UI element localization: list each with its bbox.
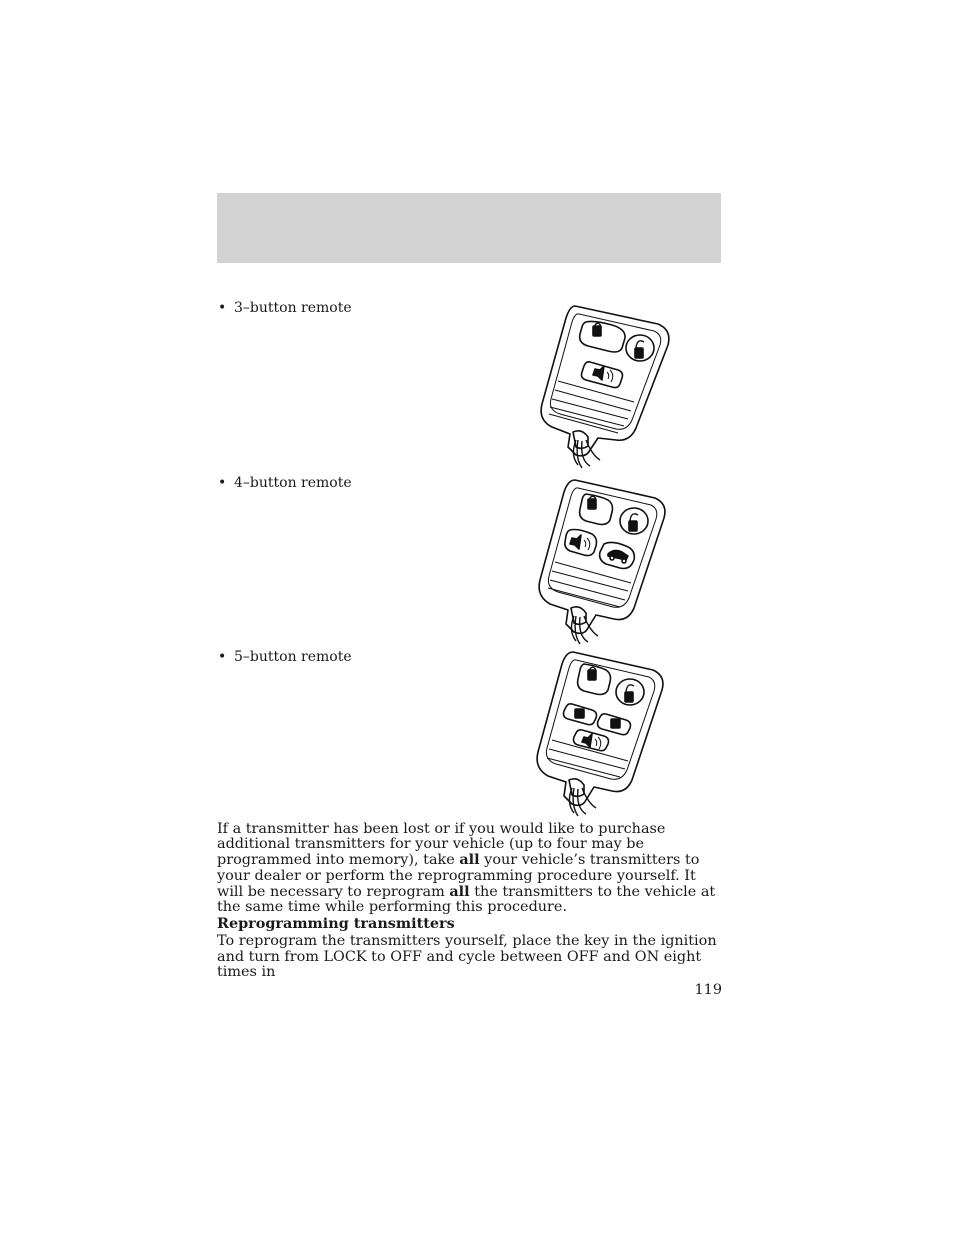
bullet-label: 5–button remote — [234, 649, 352, 665]
bullet-3-button-remote — [218, 299, 352, 317]
bullet-marker: • — [218, 300, 227, 316]
text-run: the transmitters to the vehicle at the same time while performing this procedure. — [217, 883, 716, 916]
bullet-label: 4–button remote — [234, 475, 352, 491]
text-run: If a transmitter has been lost or if you would like to purchase additional transmitters for your vehicle (up to four may be programmed into memory), take — [217, 821, 666, 869]
section-header-band — [217, 193, 721, 263]
paragraph-transmitter-lost — [217, 822, 723, 915]
emphasis-all: all — [459, 851, 480, 869]
bullet-marker: • — [218, 649, 227, 665]
body-text — [217, 822, 723, 980]
bullet-4-button-remote — [218, 474, 352, 492]
remote-5-button-icon — [528, 648, 673, 820]
paragraph-reprogram: To reprogram the transmitters yourself, place the key in the ignition and turn from LOCK to OFF and cycle between OFF and ON eight times in — [217, 933, 717, 980]
section-heading: Reprogramming transmitters — [217, 915, 455, 933]
remote-4-button-icon — [530, 476, 675, 646]
page-number: 119 — [694, 982, 722, 998]
emphasis-all: all — [449, 882, 470, 900]
remote-3-button-icon — [530, 300, 675, 470]
text-run: your vehicle’s transmitters to your dealer or perform the reprogramming procedure yourself. It will be necessary to reprogram — [217, 852, 700, 900]
bullet-label: 3–button remote — [234, 300, 352, 316]
bullet-marker: • — [218, 475, 227, 491]
bullet-5-button-remote — [218, 648, 352, 666]
